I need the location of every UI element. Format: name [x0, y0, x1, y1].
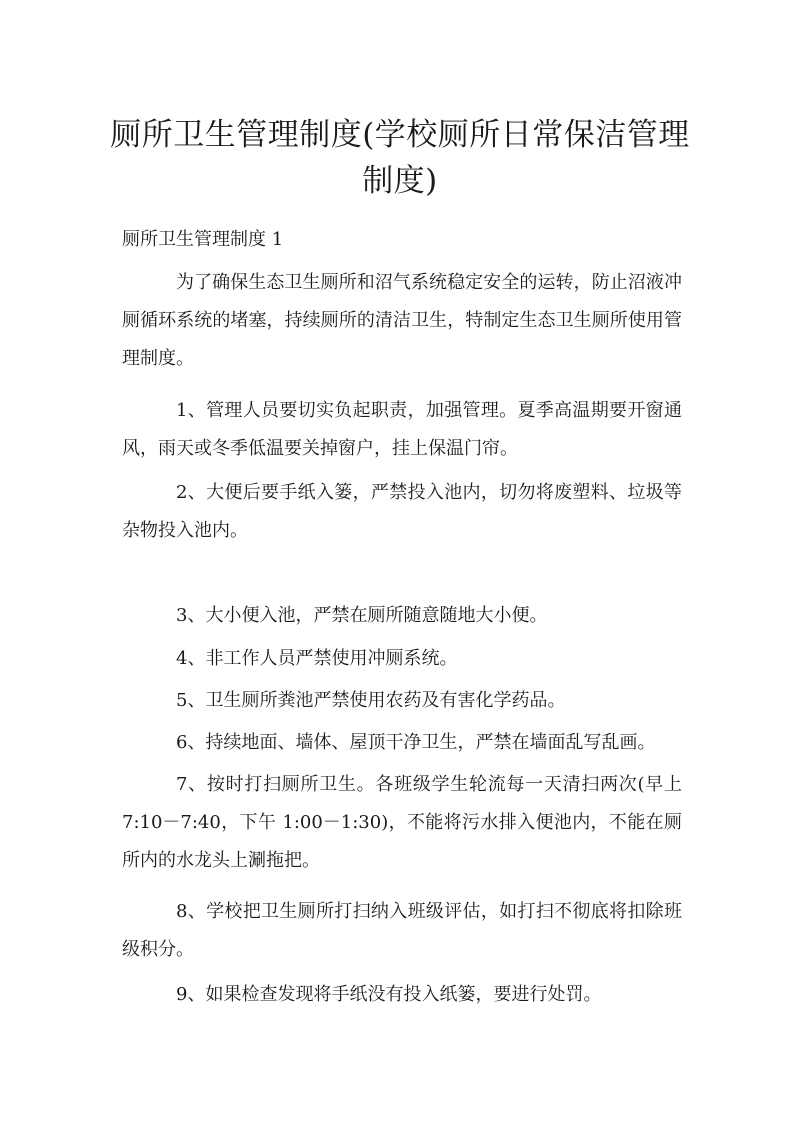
- document-title: 厕所卫生管理制度(学校厕所日常保洁管理制度): [110, 117, 690, 199]
- rule-item-4: 4、非工作人员严禁使用冲厕系统。: [176, 648, 458, 669]
- rule-item-2: 2、大便后要手纸入篓，严禁投入池内，切勿将废塑料、垃圾等杂物投入池内。: [122, 482, 682, 541]
- rule-item-1: 1、管理人员要切实负起职责，加强管理。夏季高温期要开窗通风，雨天或冬季低温要关掉窗户，挂上保温门帘。: [122, 400, 682, 459]
- rule-item-7: 7、按时打扫厕所卫生。各班级学生轮流每一天清扫两次(早上7:10－7:40，下午 1:00－1:30)，不能将污水排入便池内，不能在厕所内的水龙头上涮拖把。: [122, 774, 682, 871]
- section-heading: 厕所卫生管理制度 1: [122, 229, 284, 250]
- rule-item-6: 6、持续地面、墙体、屋顶干净卫生，严禁在墙面乱写乱画。: [176, 732, 656, 753]
- rule-item-5: 5、卫生厕所粪池严禁使用农药及有害化学药品。: [176, 690, 566, 711]
- rule-item-9: 9、如果检查发现将手纸没有投入纸篓，要进行处罚。: [176, 984, 602, 1005]
- rule-item-3: 3、大小便入池，严禁在厕所随意随地大小便。: [176, 605, 548, 626]
- rule-item-8: 8、学校把卫生厕所打扫纳入班级评估，如打扫不彻底将扣除班级积分。: [122, 901, 682, 960]
- intro-paragraph: 为了确保生态卫生厕所和沼气系统稳定安全的运转，防止沼液冲厕循环系统的堵塞，持续厕所的清洁卫生，特制定生态卫生厕所使用管理制度。: [122, 272, 682, 369]
